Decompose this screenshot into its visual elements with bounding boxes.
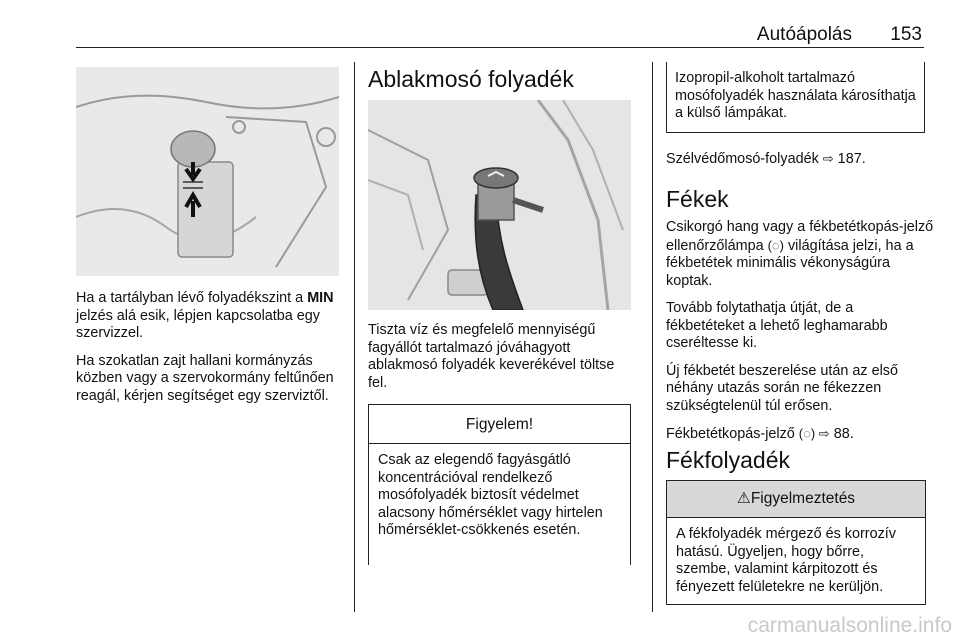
min-label: MIN	[307, 290, 334, 306]
brake-wear-pre: Csikorgó hang vagy a fékbetétkopás-jelző ellenőrzőlámpa	[666, 219, 934, 254]
caution-box-continued: Izopropil-alkoholt tartalmazó mosófolyadék használata károsíthatja a külső lámpákat.	[666, 62, 925, 133]
washer-fluid-paragraph: Tiszta víz és megfelelő mennyiségű fagyállót tartalmazó jóváhagyott ablakmosó folyadék keverékével töltse fel.	[368, 322, 615, 391]
new-pads-paragraph: Új fékbetét beszerelése után az első néhány utazás során ne fékezzen szükségtelenül túl erősen.	[666, 362, 898, 414]
notice-title: Figyelem!	[369, 405, 630, 444]
notice-box	[368, 404, 631, 565]
replace-pads-paragraph: Tovább folytathatja útját, de a fékbetéteket a lehető leghamarabb cseréltesse ki.	[666, 300, 888, 351]
reservoir-illustration	[76, 67, 339, 276]
wiper-ref-label: Szélvédőmosó-folyadék	[666, 151, 823, 167]
wiper-fluid-reference	[666, 150, 928, 169]
left-column-text	[76, 290, 346, 415]
washer-fluid-text	[368, 322, 636, 402]
washer-reservoir-illustration	[368, 100, 631, 310]
warning-body: A fékfolyadék mérgező és korrozív hatású. Ügyeljen, hogy bőrre, szembe, valamint kárpitozott és fényezett felületekre ne kerüljön.	[676, 526, 896, 595]
page-header	[0, 0, 960, 50]
right-column-text	[666, 150, 928, 179]
brake-ref-label: Fékbetétkopás-jelző	[666, 426, 799, 442]
brake-wear-post: világítása jelzi, ha a fékbetétek minimális vékonyságúra koptak.	[666, 237, 914, 289]
brake-ref-page: 88.	[829, 426, 854, 442]
brake-wear-paragraph	[666, 219, 934, 290]
page-number: 153	[890, 24, 922, 45]
header-rule	[76, 47, 924, 48]
notice-body: Csak az elegendő fagyásgátló koncentrációval rendelkező mosófolyadék biztosít védelmet alacsony hőmérséklet vagy hirtelen hőmérséklet-csökkenés esetén.	[378, 452, 603, 538]
min-level-paragraph	[76, 290, 346, 343]
min-paragraph-pre: Ha a tartályban lévő folyadékszint a	[76, 290, 308, 306]
brake-wear-warning-icon: (◌)	[767, 237, 784, 253]
min-paragraph-post: jelzés alá esik, lépjen kapcsolatba egy szervizzel.	[76, 307, 320, 341]
warning-title: Figyelmeztetés	[750, 490, 856, 507]
wiper-ref-page: 187.	[833, 151, 866, 167]
warning-triangle-icon: ⚠	[736, 490, 751, 507]
brake-wear-reference	[666, 425, 934, 444]
page-ref-arrow-icon: ⇨	[815, 426, 830, 441]
warning-header	[667, 481, 925, 518]
column-divider-right	[652, 62, 653, 612]
column-divider-left	[354, 62, 355, 612]
warning-box	[666, 480, 926, 605]
brake-fluid-heading: Fékfolyadék	[666, 447, 791, 473]
brakes-text	[666, 219, 934, 454]
steering-noise-paragraph: Ha szokatlan zajt hallani kormányzás közben vagy a szervokormány feltűnően reagál, kérjen segítséget egy szerviztől.	[76, 352, 334, 404]
chapter-title: Autóápolás	[756, 24, 852, 45]
steering-fluid-reservoir-figure	[76, 67, 339, 276]
brake-wear-icon: (◌)	[798, 426, 816, 441]
brakes-heading: Fékek	[666, 186, 729, 212]
washer-fluid-figure	[368, 100, 631, 310]
page-ref-arrow-icon: ⇨	[822, 151, 834, 166]
washer-fluid-heading: Ablakmosó folyadék	[368, 66, 574, 92]
watermark: carmanualsonline.info	[747, 614, 952, 637]
